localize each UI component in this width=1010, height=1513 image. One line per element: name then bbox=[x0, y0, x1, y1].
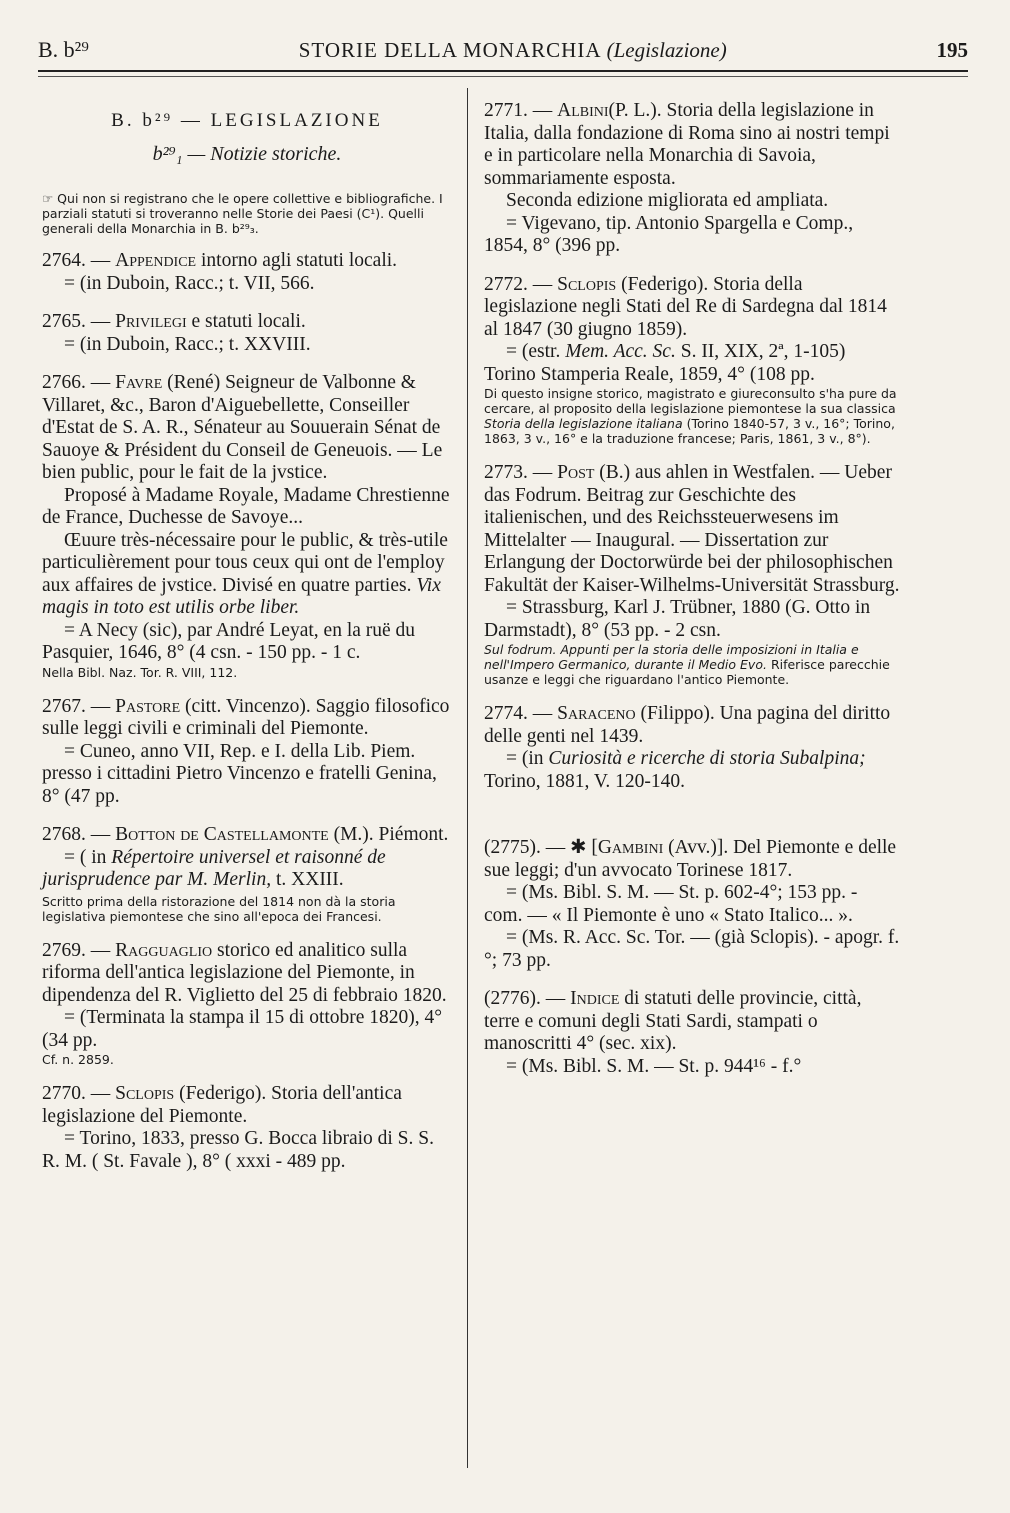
entry-author: Albini bbox=[557, 100, 609, 121]
entry-author: Sclopis bbox=[115, 1083, 175, 1104]
entry-author: Privilegi bbox=[115, 311, 187, 332]
left-column bbox=[42, 88, 452, 1189]
entry-publication: = (Ms. Bibl. S. M. — St. p. 602-4°; 153 pp. - com. — « Il Piemonte è uno « Stato Italico... ». bbox=[484, 882, 858, 926]
entry-author: Appendice bbox=[115, 250, 197, 271]
entry-publication: = (Terminata la stampa il 15 di ottobre 1820), 4° (34 pp. bbox=[42, 1007, 443, 1051]
entry-note: Sul fodrum. Appunti per la storia delle imposizioni in Italia e nell'Impero Germanico, durante il Medio Evo. Riferisce parecchie usanze e leggi che riguardano l'antico Piemonte. bbox=[484, 642, 890, 687]
entry-2771: 2771. — Albini(P. L.). Storia della legislazione in Italia, dalla fondazione di Roma sino ai nostri tempi e in particolare nella Monarchia di Savoia, sommariamente esposta. Seconda edizione migliorata ed ampliata. = Vigevano, tip. Antonio Spargella e Comp., 1854, 8° (396 pp. bbox=[484, 100, 900, 258]
entry-publication: = (Ms. Bibl. S. M. — St. p. 944¹⁶ - f.° bbox=[506, 1055, 802, 1077]
entry-2775: (2775). — ✱ [Gambini (Avv.)]. Del Piemonte e delle sue leggi; d'un avvocato Torinese 1817. = (Ms. Bibl. S. M. — St. p. 602-4°; 153 pp. - com. — « Il Piemonte è uno « Stato Italico... ». = (Ms. R. Acc. Sc. Tor. — (già Sclopis). - apogr. f.°; 73 pp. bbox=[484, 837, 900, 971]
entry-author: Ragguaglio bbox=[115, 939, 213, 961]
entry-publication: = Cuneo, anno VII, Rep. e I. della Lib. Piem. presso i cittadini Pietro Vincenzo e fratelli Genina, 8° (47 pp. bbox=[42, 740, 437, 807]
entry-note: Cf. n. 2859. bbox=[42, 1052, 114, 1067]
entry-note: Scritto prima della ristorazione del 1814 non dà la storia legislativa piemontese che sino all'epoca dei Francesi. bbox=[42, 893, 396, 924]
entry-author: Pastore bbox=[115, 695, 181, 717]
running-header bbox=[38, 30, 968, 72]
entry-publication: = (in Duboin, Racc.; t. VII, 566. bbox=[64, 272, 315, 294]
entry-2776: (2776). — Indice di statuti delle provincie, città, terre e comuni degli Stati Sardi, stampati o manoscritti 4° (sec. xix). = (Ms. Bibl. S. M. — St. p. 944¹⁶ - f.° bbox=[484, 988, 900, 1078]
entry-author: Indice bbox=[570, 988, 620, 1009]
entry-author: Sclopis bbox=[557, 273, 617, 295]
section-note: ☞ Qui non si registrano che le opere collettive e bibliografiche. I parziali statuti si troveranno nelle Storie dei Paesi (C¹). Quelli generali della Monarchia in B. b²⁹₃. bbox=[42, 191, 443, 236]
entry-2767: 2767. — Pastore (citt. Vincenzo). Saggio filosofico sulle leggi civili e criminali del Piemonte. = Cuneo, anno VII, Rep. e I. della Lib. Piem. presso i cittadini Pietro Vincenzo e fratelli Genina, 8° (47 pp. bbox=[42, 696, 452, 809]
right-column bbox=[484, 100, 900, 1094]
entry-2770: 2770. — Sclopis (Federigo). Storia dell'antica legislazione del Piemonte. = Torino, 1833, presso G. Bocca libraio di S. S. R. M. ( St. Favale ), 8° ( xxxi - 489 pp. bbox=[42, 1083, 452, 1173]
entry-2774: 2774. — Saraceno (Filippo). Una pagina del diritto delle genti nel 1439. = (in Curiosità e ricerche di storia Subalpina; Torino, 1881, V. 120-140. bbox=[484, 703, 900, 793]
entry-note: Di questo insigne storico, magistrato e giureconsulto s'ha pure da cercare, al proposito della legislazione piemontese la sua classica Storia della legislazione italiana (Torino 1840-57, 3 v., 16°; Torino, 1863, 3 v., 16° e la traduzione francese; Paris, 1861, 3 v., 8°). bbox=[484, 386, 897, 446]
entry-publication: = (estr. Mem. Acc. Sc. S. II, XIX, 2ª, 1-105) Torino Stamperia Reale, 1859, 4° (108 pp. bbox=[484, 341, 846, 385]
header-title-italic: (Legislazione) bbox=[606, 37, 727, 62]
entry-publication: = ( in Répertoire universel et raisonné de jurisprudence par M. Merlin, t. XXIII. bbox=[42, 846, 386, 890]
entry-2769: 2769. — Ragguaglio storico ed analitico sulla riforma dell'antica legislazione del Piemonte, in dipendenza del R. Viglietto del 25 di febbraio 1820. = (Terminata la stampa il 15 di ottobre 1820), 4° (34 pp. Cf. n. 2859. bbox=[42, 940, 452, 1068]
entry-publication-2: = (Ms. R. Acc. Sc. Tor. — (già Sclopis). - apogr. f.°; 73 pp. bbox=[484, 927, 900, 971]
entry-publication: = Torino, 1833, presso G. Bocca libraio di S. S. R. M. ( St. Favale ), 8° ( xxxi - 489 pp. bbox=[42, 1128, 434, 1172]
header-section-code: B. b²⁹ bbox=[38, 37, 89, 62]
entry-publication: = A Necy (sic), par André Leyat, en la ruë du Pasquier, 1646, 8° (4 csn. - 150 pp. - 1 c. bbox=[42, 619, 416, 663]
entry-2773: 2773. — Post (B.) aus ahlen in Westfalen. — Ueber das Fodrum. Beitrag zur Geschichte des italienischen, und des Reichssteuerwesens im Mittelalter — Inaugural. — Dissertation zur Erlangung der Doctorwürde bei der philosophischen Fakultät der Kaiser-Wilhelms-Universität Strassburg. = Strassburg, Karl J. Trübner, 1880 (G. Otto in Darmstadt), 8° (53 pp. - 2 csn. Sul fodrum. Appunti per la storia delle imposizioni in Italia e nell'Impero Germanico, durante il Medio Evo. Riferisce parecchie usanze e leggi che riguardano l'antico Piemonte. bbox=[484, 462, 900, 687]
entry-publication: = (in Duboin, Racc.; t. XXVIII. bbox=[64, 333, 311, 355]
entry-2766: 2766. — Favre (René) Seigneur de Valbonne & Villaret, &c., Baron d'Aiguebellette, Conseiller d'Estat de S. A. R., Sénateur au Souuerain Sénat de Sauoye & Président du Conseil de Geneuois. — Le bien public, pour le fait de la jvstice. Proposé à Madame Royale, Madame Chrestienne de France, Duchesse de Savoye... Œuure très-nécessaire pour le public, & très-utile particulièrement pour tous ceux qui ont de l'employ aux affaires de jvstice. Divisé en quatre parties. Vix magis in toto est utilis orbe liber. = A Necy (sic), par André Leyat, en la ruë du Pasquier, 1646, 8° (4 csn. - 150 pp. - 1 c. Nella Bibl. Naz. Tor. R. VIII, 112. bbox=[42, 372, 452, 680]
column-divider bbox=[467, 88, 468, 1468]
entry-author: Saraceno bbox=[557, 703, 636, 724]
section-heading: B. b²⁹ — LEGISLAZIONE bbox=[111, 110, 383, 131]
entry-note: Nella Bibl. Naz. Tor. R. VIII, 112. bbox=[42, 664, 238, 680]
entry-2764: 2764. — Appendice intorno agli statuti locali. = (in Duboin, Racc.; t. VII, 566. bbox=[42, 250, 452, 295]
entry-author: Botton de Castellamonte bbox=[115, 824, 329, 845]
header-rule bbox=[38, 76, 968, 77]
entry-author: ✱ [Gambini bbox=[570, 837, 664, 858]
entry-2765: 2765. — Privilegi e statuti locali. = (in Duboin, Racc.; t. XXVIII. bbox=[42, 311, 452, 356]
entry-publication: = Strassburg, Karl J. Trübner, 1880 (G. Otto in Darmstadt), 8° (53 pp. - 2 csn. bbox=[484, 597, 871, 641]
entry-publication: = (in Curiosità e ricerche di storia Subalpina; Torino, 1881, V. 120-140. bbox=[484, 748, 866, 792]
entry-publication: = Vigevano, tip. Antonio Spargella e Comp., 1854, 8° (396 pp. bbox=[484, 212, 854, 256]
entry-author: Favre bbox=[115, 372, 163, 393]
subsection-heading: b²⁹₁ — Notizie storiche. bbox=[152, 142, 342, 165]
entry-2768: 2768. — Botton de Castellamonte (M.). Piémont. = ( in Répertoire universel et raisonné de jurisprudence par M. Merlin, t. XXIII. Scritto prima della ristorazione del 1814 non dà la storia legislativa piemontese che sino all'epoca dei Francesi. bbox=[42, 824, 452, 924]
header-title: STORIE DELLA MONARCHIA (Legislazione) bbox=[298, 37, 727, 62]
page-number: 195 bbox=[936, 37, 968, 62]
entry-2772: 2772. — Sclopis (Federigo). Storia della legislazione negli Stati del Re di Sardegna dal 1814 al 1847 (30 giugno 1859). = (estr. Mem. Acc. Sc. S. II, XIX, 2ª, 1-105) Torino Stamperia Reale, 1859, 4° (108 pp. Di questo insigne storico, magistrato e giureconsulto s'ha pure da cercare, al proposito della legislazione piemontese la sua classica Storia della legislazione italiana (Torino 1840-57, 3 v., 16°; Torino, 1863, 3 v., 16° e la traduzione francese; Paris, 1861, 3 v., 8°). bbox=[484, 274, 900, 447]
entry-author: Post bbox=[557, 462, 595, 483]
